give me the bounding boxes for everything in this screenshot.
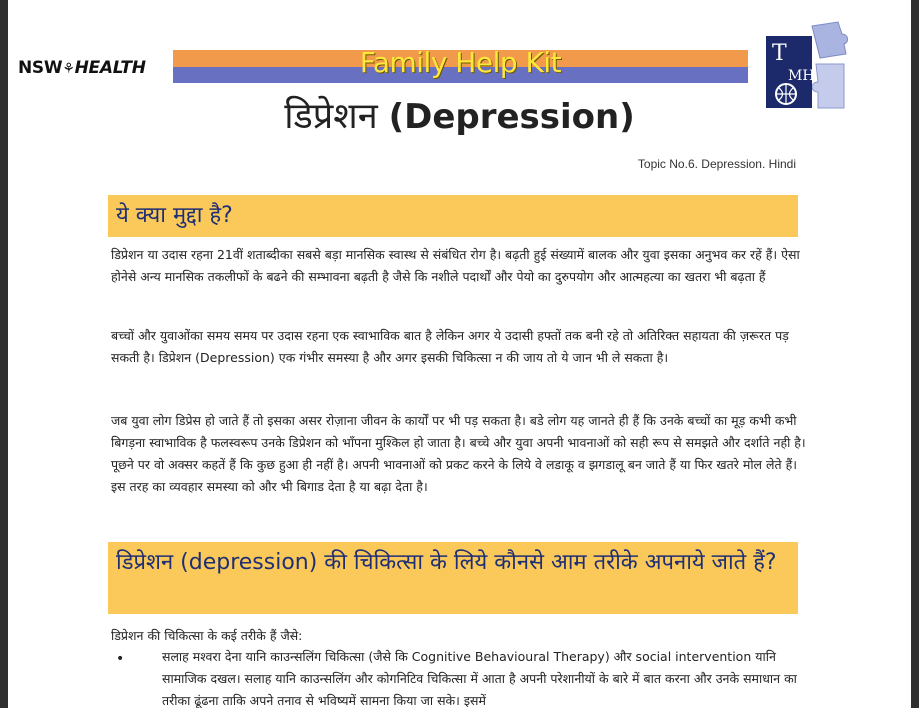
nsw-logo-prefix: NSW <box>18 58 63 78</box>
topic-line: Topic No.6. Depression. Hindi <box>637 157 796 171</box>
title-english: (Depression) <box>388 97 635 137</box>
puzzle-piece-top <box>812 22 848 58</box>
section-heading-what-is-the-issue: ये क्या मुद्दा है? <box>108 195 798 237</box>
svg-text:T: T <box>772 41 787 66</box>
section-heading-treatment-methods: डिप्रेशन (depression) की चिकित्सा के लिये कौनसे आम तरीके अपनाये जाते हैं? <box>108 542 798 614</box>
svg-text:MH: MH <box>788 68 815 84</box>
bullet-icon: • <box>116 651 125 667</box>
nsw-health-logo <box>18 58 146 78</box>
paragraph: बच्चों और युवाओंका समय समय पर उदास रहना एक स्वाभाविक बात है लेकिन अगर ये उदासी हफ्तों तक बनी रहे तो अतिरिक्त सहायता की ज़रूरत पड़ सकती है। डिप्रेशन (Depression) एक गंभीर समस्या है और अगर इसकी चिकित्सा न की जाय तो ये जान भी ले सकता है। <box>111 328 789 365</box>
viewer-right-margin <box>911 0 919 708</box>
document-page <box>8 0 911 708</box>
bullet-text: सलाह मश्वरा देना यानि काउन्सलिंग चिकित्सा (जैसे कि Cognitive Behavioural Therapy) और social intervention यानि सामाजिक दखल। सलाह यानि काउन्सलिंग और कोगनिटिव चिकित्सा में आता है अपनी परेशानीयों के बारे में बात करना और उनके समाधान का तरीका ढूंढना ताकि अपने तनाव से भविष्यमें सामना किया जा सके। इसमें <box>162 649 797 708</box>
paragraph: जब युवा लोग डिप्रेस हो जाते हैं तो इसका असर रोज़ाना जीवन के कार्यों पर भी पड़ सकता है। बडे लोग यह जानते ही हैं कि उनके बच्चों का मूड़ कभी कभी बिगड़ना स्वाभाविक है फलस्वरूप उनके डिप्रेशन को भाँपना मुश्किल हो जाता है। बच्चे और युवा अपनी भावनाओं को सही रूप से समझते और दर्शाते नही है। पूछने पर वो अक्सर कहतें हैं कि कुछ हुआ ही नहीं है। अपनी भावनाओं को प्रकट करने के लिये वे लडाकू व झगडालू बन जाते हैं या फिर खतरे मोल लेते हैं। इस तरह का व्यवहार समस्या को और भी बिगाड देता है या बढ़ा देता है। <box>111 413 806 494</box>
paragraph: डिप्रेशन या उदास रहना 21वीं शताब्दीका सबसे बड़ा मानसिक स्वास्थ से संबंधित रोग है। बढ़ती हुई संख्यामें बालक और युवा इसका अनुभव कर रहें हैं। ऐसा होनेसे अन्य मानसिक तकलीफों के बढने की सम्भावना बढ़ती है जैसे कि नशीले पदार्थों और पेयो का दुरुपयोग और आत्महत्या का खतरा भी बढ़ता हैं <box>111 247 800 284</box>
treatment-intro: डिप्रेशन की चिकित्सा के कई तरीके हैं जैसे: <box>111 628 303 643</box>
banner-title: Family Help Kit <box>359 46 562 79</box>
family-help-kit-banner <box>173 46 748 83</box>
title-hindi: डिप्रेशन <box>284 96 378 137</box>
waratah-emblem-icon: ⚘ <box>62 61 75 77</box>
nsw-logo-suffix: HEALTH <box>74 58 146 78</box>
viewer-left-margin <box>0 0 8 708</box>
document-title <box>8 90 911 139</box>
